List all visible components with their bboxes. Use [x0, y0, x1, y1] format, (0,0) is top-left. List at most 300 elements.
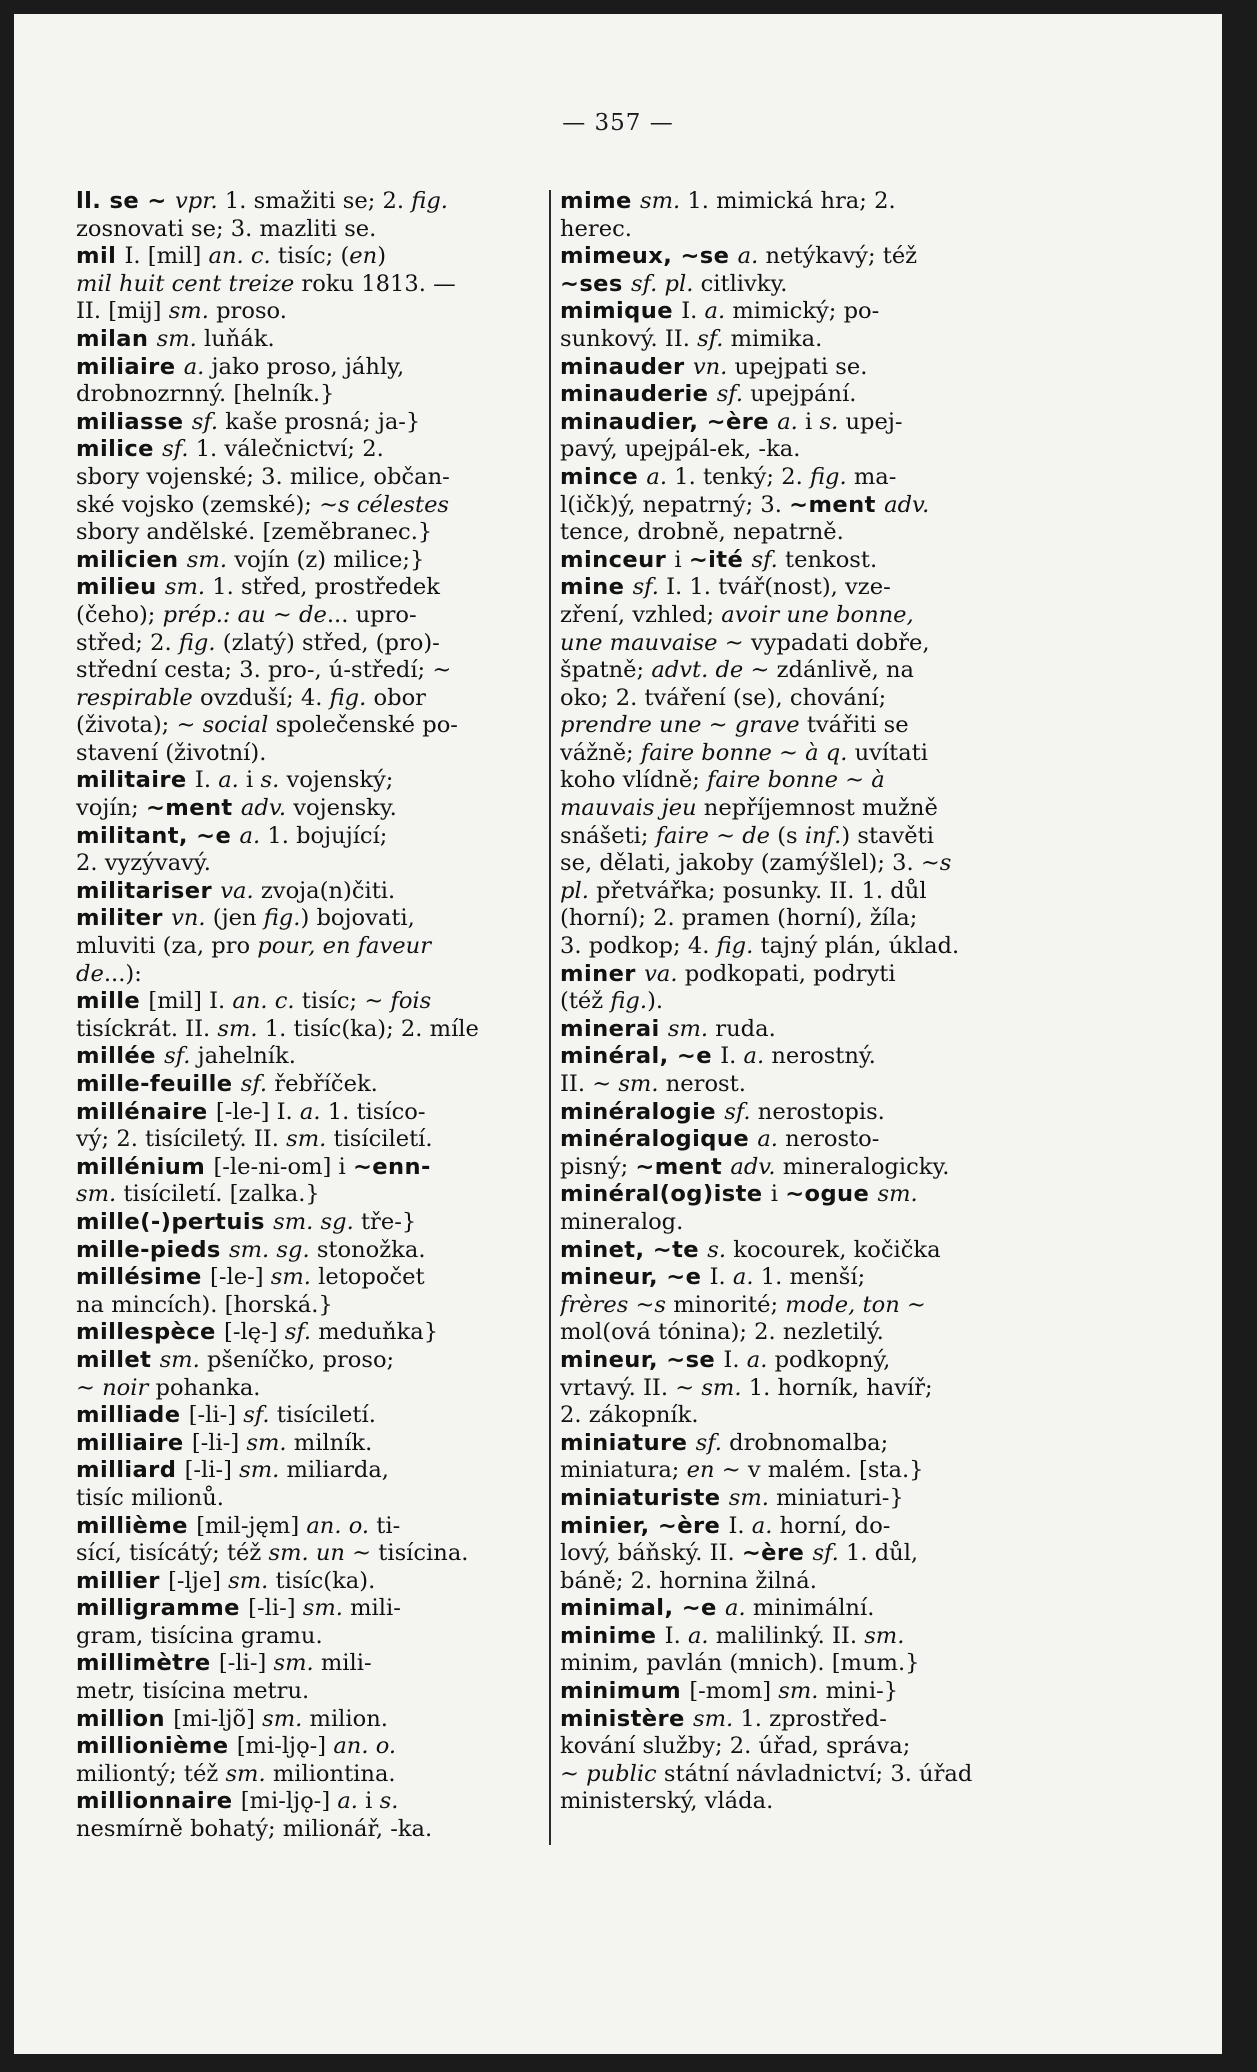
definition-text: miliontina. — [272, 1760, 396, 1787]
headword: mille-feuille — [76, 1071, 241, 1097]
headword: miner — [560, 960, 645, 987]
italic-text: faire bonne ~ à — [707, 767, 885, 794]
definition-text: [-lje] — [168, 1567, 229, 1594]
entry-line — [560, 1292, 1055, 1320]
entry-line — [560, 602, 1055, 630]
entry-line — [76, 961, 540, 989]
italic-text: une mauvaise ~ — [560, 629, 751, 656]
definition-text: proso. — [216, 298, 287, 325]
definition-text: horní, do- — [779, 1512, 891, 1539]
definition-text: vojensky. — [293, 795, 397, 822]
entry-line — [76, 216, 540, 244]
italic-text: fig. — [809, 463, 854, 490]
headword: milan — [76, 325, 157, 352]
italic-text: sf. — [164, 1043, 198, 1070]
definition-text: 1. tisíco- — [327, 1098, 426, 1125]
definition-text: vý; 2. tisíciletý. II. — [76, 1126, 287, 1153]
definition-text: stavení (životní). — [76, 739, 267, 766]
definition-text: i — [770, 1181, 786, 1208]
definition-text: vrtavý. II. — [560, 1374, 676, 1401]
entry-line — [76, 1126, 540, 1154]
headword: minéralogique — [560, 1126, 758, 1153]
italic-text: sf. — [812, 1540, 846, 1567]
definition-text: 2. vyzývavý. — [76, 850, 211, 877]
definition-text: oko; 2. tváření (se), chování; — [560, 684, 887, 711]
definition-text: zdánlivě, na — [776, 657, 914, 684]
definition-text: ) bojovati, — [300, 905, 415, 932]
definition-text: báně; 2. hornina žilná. — [560, 1567, 817, 1594]
italic-text: prép.: au ~ de — [162, 601, 327, 628]
headword: millénium — [76, 1153, 214, 1180]
entry-line — [560, 243, 1055, 271]
entry-line — [560, 326, 1055, 354]
definition-text: [mi-ljǫ-] — [240, 1788, 338, 1815]
headword: millimètre — [76, 1650, 219, 1677]
definition-text: zření, vzhled; — [560, 601, 722, 628]
italic-text: pl. — [560, 877, 597, 904]
headword: ~ment — [789, 491, 885, 518]
headword: mineur, ~e — [560, 1264, 710, 1291]
entry-line — [76, 1457, 540, 1485]
headword: millénaire — [76, 1098, 216, 1125]
definition-text: minorité; — [673, 1291, 786, 1318]
entry-line — [76, 271, 540, 299]
entry-line — [560, 630, 1055, 658]
headword: millième — [76, 1512, 197, 1539]
entry-line — [76, 298, 540, 326]
entry-line — [76, 878, 540, 906]
italic-text: an. o. — [333, 1733, 397, 1760]
italic-text: pour, en faveur — [257, 933, 432, 960]
headword: ll. se ~ — [76, 188, 175, 214]
definition-text: snášeti; — [560, 822, 656, 849]
definition-text: mluviti (za, pro — [76, 933, 258, 960]
italic-text: an. c. — [208, 243, 278, 270]
headword: miniature — [560, 1429, 696, 1456]
entry-line — [76, 1650, 540, 1678]
italic-text: a. — [337, 1788, 366, 1815]
entry-line — [560, 1706, 1055, 1734]
entry-line — [560, 1650, 1055, 1678]
definition-text: I. — [664, 1622, 688, 1649]
italic-text: sm. — [186, 546, 235, 573]
entry-line — [560, 1430, 1055, 1458]
definition-text: nerost. — [665, 1071, 746, 1097]
entry-line — [76, 1623, 540, 1651]
entry-line — [560, 188, 1055, 216]
definition-text: meduňka} — [318, 1319, 439, 1346]
definition-text: 1. smažiti se; 2. — [224, 188, 412, 214]
headword: mineur, ~se — [560, 1346, 724, 1373]
italic-text: de — [76, 960, 104, 987]
italic-text: ~ public — [560, 1760, 664, 1787]
italic-text: sm. — [76, 1181, 124, 1208]
entry-line — [560, 933, 1055, 961]
italic-text: a. — [299, 1098, 328, 1125]
definition-text: 2. zákopník. — [560, 1402, 699, 1429]
headword: million — [76, 1705, 174, 1732]
definition-text: minimální. — [752, 1595, 875, 1622]
definition-text: 1. menší; — [760, 1264, 866, 1291]
definition-text: I. — [681, 298, 705, 325]
entry-line — [76, 1761, 540, 1789]
entry-line — [76, 1319, 540, 1347]
headword: ~ité — [688, 546, 752, 573]
definition-text: pavý, upejpál-ek, -ka. — [560, 436, 801, 463]
definition-text: i — [805, 408, 820, 435]
definition-text: tence, drobně, nepatrně. — [560, 519, 844, 546]
italic-text: faire bonne ~ à q. — [640, 739, 855, 766]
headword: ministère — [560, 1705, 694, 1732]
definition-text: pšeníčko, proso; — [206, 1346, 395, 1373]
entry-line — [560, 1788, 1055, 1816]
headword: minéral, ~e — [560, 1043, 721, 1070]
definition-text: metr, tisícina metru. — [76, 1678, 310, 1705]
definition-text: 1. zprostřed- — [740, 1705, 887, 1732]
italic-text: sm. — [228, 1567, 276, 1594]
italic-text: sm. — [667, 1015, 716, 1042]
entry-line — [76, 1568, 540, 1596]
entry-line — [560, 905, 1055, 933]
definition-text: i — [674, 546, 689, 573]
entry-line — [76, 1540, 540, 1568]
definition-text: mol(ová tónina); 2. nezletilý. — [560, 1319, 884, 1346]
headword: minerai — [560, 1015, 668, 1042]
definition-text: tajný plán, úklad. — [760, 933, 960, 960]
definition-text: v malém. [sta.} — [747, 1457, 924, 1484]
definition-text: kování služby; 2. úřad, správa; — [560, 1733, 911, 1760]
definition-text: 1. bojující; — [267, 822, 388, 849]
entry-line — [76, 1099, 540, 1127]
definition-text: (s — [777, 822, 805, 849]
definition-text: I. 1. tvář(nost), vze- — [666, 574, 891, 601]
definition-text: sbory vojenské; 3. milice, občan- — [76, 463, 450, 490]
entry-line — [76, 602, 540, 630]
definition-text: I. — [194, 767, 219, 794]
entry-line — [560, 1402, 1055, 1430]
entry-line — [560, 547, 1055, 575]
entry-line — [560, 1457, 1055, 1485]
definition-text: řebříček. — [274, 1071, 378, 1097]
italic-text: sm. — [273, 1650, 321, 1677]
left-column — [76, 188, 540, 1844]
definition-text: miniaturi-} — [776, 1484, 904, 1511]
italic-text: sf. — [716, 381, 751, 408]
headword: minime — [560, 1622, 665, 1649]
definition-text: malilinký. II. — [715, 1622, 865, 1649]
headword: militariser — [76, 877, 221, 904]
definition-text: mili- — [320, 1650, 372, 1677]
headword: ~ment — [145, 795, 241, 822]
entry-line — [560, 988, 1055, 1016]
definition-text: mimický; po- — [732, 298, 880, 325]
definition-text: [-li-] — [184, 1457, 240, 1484]
definition-text: sící, tisícátý; též — [76, 1540, 269, 1567]
headword: minceur — [560, 546, 675, 573]
entry-line — [560, 740, 1055, 768]
entry-line — [560, 850, 1055, 878]
entry-line — [76, 409, 540, 437]
entry-line — [560, 1347, 1055, 1375]
definition-text: nerostopis. — [757, 1098, 885, 1125]
italic-text: sm. — [262, 1705, 310, 1732]
italic-text: a. — [732, 1264, 761, 1291]
italic-text: ~ sm. — [592, 1071, 666, 1097]
definition-text: tisíc; — [301, 988, 365, 1015]
definition-text: podkopati, podryti — [684, 960, 896, 987]
headword: milicien — [76, 546, 187, 573]
italic-text: sm. — [286, 1126, 334, 1153]
entry-line — [560, 354, 1055, 382]
entry-line — [560, 1513, 1055, 1541]
italic-text: sf. — [695, 1429, 730, 1456]
headword: mille(-)pertuis — [76, 1208, 274, 1235]
entry-line — [76, 1595, 540, 1623]
italic-text: sm. — [640, 188, 688, 214]
italic-text: a. — [646, 463, 675, 490]
entry-line — [76, 354, 540, 382]
definition-text: pohanka. — [155, 1374, 261, 1401]
entry-line — [560, 519, 1055, 547]
page-number: — 357 — — [562, 110, 674, 136]
definition-text: se, dělati, jakoby (zamýšlel); 3. — [560, 850, 921, 877]
italic-text: sm. sg. — [229, 1236, 317, 1263]
definition-text: střední cesta; 3. pro-, ú-středí; — [76, 657, 433, 684]
italic-text: s. — [819, 408, 846, 435]
definition-text: společenské po- — [275, 712, 458, 739]
definition-text: sbory andělské. [zeměbranec.} — [76, 519, 433, 546]
italic-text: inf. — [804, 822, 842, 849]
entry-line — [76, 767, 540, 795]
definition-text: [-li-] — [218, 1650, 274, 1677]
definition-text: II. [mij] — [76, 298, 169, 325]
definition-text: uvítati — [854, 739, 928, 766]
definition-text: (horní); 2. pramen (horní), žíla; — [560, 905, 918, 932]
definition-text: ti- — [376, 1512, 401, 1539]
definition-text: drobnozrnný. [helník.} — [76, 381, 335, 408]
definition-text: tisíc; ( — [277, 243, 350, 270]
entry-line — [560, 1099, 1055, 1127]
italic-text: a. — [743, 1043, 772, 1070]
definition-text: ovzduší; 4. — [199, 684, 330, 711]
definition-text: (jen — [212, 905, 264, 932]
italic-text: sf. — [632, 574, 667, 601]
italic-text: respirable — [76, 684, 200, 711]
italic-text: vpr. — [174, 188, 225, 214]
definition-text: (zlatý) střed, (pro)- — [222, 629, 440, 656]
definition-text: II. — [560, 1071, 593, 1097]
italic-text: an. o. — [306, 1512, 377, 1539]
italic-text: mode, ton ~ — [785, 1291, 926, 1318]
definition-text: (čeho); — [76, 601, 163, 628]
italic-text: fig. — [411, 188, 448, 214]
entry-line — [560, 574, 1055, 602]
definition-text: tisícina. — [378, 1540, 469, 1567]
italic-text: avoir une bonne, — [721, 601, 914, 628]
definition-text: mineralogicky. — [782, 1153, 950, 1180]
headword: mime — [560, 188, 641, 214]
entry-line — [560, 1016, 1055, 1044]
italic-text: sm. — [864, 1622, 905, 1649]
italic-text: sm. — [778, 1678, 826, 1705]
entry-line — [560, 795, 1055, 823]
definition-text: kaše prosná; ja-} — [225, 408, 421, 435]
italic-text: a. — [704, 298, 733, 325]
entry-line — [76, 823, 540, 851]
headword: mille — [76, 988, 149, 1015]
definition-text: [mil-jęm] — [196, 1512, 307, 1539]
italic-text: va. — [644, 960, 685, 987]
entry-line — [76, 1154, 540, 1182]
italic-text: faire ~ de — [655, 822, 778, 849]
entry-line — [560, 1623, 1055, 1651]
entry-line — [76, 1347, 540, 1375]
definition-text: tisíciletí. — [276, 1402, 376, 1429]
headword: minier, ~ère — [560, 1512, 729, 1539]
italic-text: sm. — [877, 1181, 918, 1208]
entry-line — [76, 1430, 540, 1458]
definition-text: státní návladnictví; 3. úřad — [663, 1760, 973, 1787]
definition-text: I. [mil] — [124, 243, 209, 270]
definition-text: tře-} — [360, 1208, 417, 1235]
entry-line — [560, 1264, 1055, 1292]
right-column — [560, 188, 1055, 1816]
definition-text: ské vojsko (zemské); — [76, 491, 320, 518]
italic-text: va. — [220, 877, 261, 904]
italic-text: frères ~s — [560, 1291, 674, 1318]
entry-line — [76, 905, 540, 933]
entry-line — [560, 657, 1055, 685]
entry-line — [560, 878, 1055, 906]
definition-text: na mincích). [horská.} — [76, 1291, 333, 1318]
italic-text: adv. — [730, 1153, 783, 1180]
italic-text: sm. — [217, 1015, 265, 1042]
entry-line — [76, 188, 540, 216]
definition-text: tisíc milionů. — [76, 1484, 224, 1511]
entry-line — [76, 1043, 540, 1071]
entry-line — [76, 988, 540, 1016]
definition-text: ma- — [853, 463, 897, 490]
italic-text: s. — [707, 1236, 734, 1263]
italic-text: adv. — [240, 795, 294, 822]
entry-line — [76, 1292, 540, 1320]
headword: miniaturiste — [560, 1484, 729, 1511]
entry-line — [76, 1209, 540, 1237]
headword: millée — [76, 1043, 165, 1070]
entry-line — [76, 685, 540, 713]
definition-text: (života); — [76, 712, 177, 739]
headword: militant, ~e — [76, 822, 240, 849]
definition-text: [-le-] I. — [215, 1098, 300, 1125]
definition-text: [mi-ljǫ-] — [236, 1733, 334, 1760]
headword: milligramme — [76, 1595, 249, 1622]
italic-text: s. — [260, 767, 287, 794]
definition-text: miniatura; — [560, 1457, 687, 1484]
entry-line — [560, 1209, 1055, 1237]
italic-text: sm. — [156, 325, 205, 352]
definition-text: mili- — [350, 1595, 401, 1622]
entry-line — [76, 1402, 540, 1430]
definition-text: miliontý; též — [76, 1760, 226, 1787]
definition-text: upej- — [845, 408, 903, 435]
headword: mimique — [560, 298, 682, 325]
definition-text: mimika. — [730, 325, 823, 352]
entry-line — [560, 1237, 1055, 1265]
definition-text: pisný; — [560, 1153, 636, 1180]
headword: militer — [76, 905, 172, 932]
entry-line — [560, 1733, 1055, 1761]
definition-text: I. — [723, 1346, 747, 1373]
italic-text: sf. — [697, 325, 731, 352]
entry-line — [560, 1485, 1055, 1513]
entry-line — [560, 1375, 1055, 1403]
italic-text: sm. — [246, 1429, 294, 1456]
entry-line — [76, 492, 540, 520]
italic-text: sf. — [240, 1071, 275, 1097]
italic-text: ~ fois — [364, 988, 432, 1015]
headword: milliade — [76, 1402, 189, 1429]
column-divider — [549, 190, 551, 1845]
definition-text: vypadati dobře, — [750, 629, 930, 656]
italic-text: sf. — [284, 1319, 319, 1346]
definition-text: koho vlídně; — [560, 767, 708, 794]
italic-text: a. — [777, 408, 806, 435]
italic-text: a. — [183, 353, 212, 380]
italic-text: fig. — [329, 684, 374, 711]
italic-text: sm. — [164, 574, 213, 601]
entry-line — [560, 1181, 1055, 1209]
entry-line — [560, 685, 1055, 713]
definition-text: obor — [373, 684, 426, 711]
entry-line — [560, 1761, 1055, 1789]
entry-line — [560, 1595, 1055, 1623]
definition-text: zvoja(n)čiti. — [260, 877, 396, 904]
italic-text: a. — [725, 1595, 753, 1622]
headword: minauderie — [560, 381, 717, 408]
italic-text: advt. de ~ — [651, 657, 777, 684]
italic-text: sm. un ~ — [268, 1540, 379, 1567]
entry-line — [76, 1678, 540, 1706]
entry-line — [560, 1154, 1055, 1182]
definition-text: [mil] I. — [148, 988, 233, 1015]
entry-line — [76, 436, 540, 464]
definition-text: ... upro- — [326, 601, 417, 628]
entry-line — [560, 1071, 1055, 1099]
headword: minaudier, ~ère — [560, 408, 778, 435]
entry-line — [560, 464, 1055, 492]
italic-text: ~ noir — [76, 1374, 156, 1401]
entry-line — [560, 1568, 1055, 1596]
headword: milice — [76, 436, 163, 463]
entry-line — [76, 1706, 540, 1734]
definition-text: nerostný. — [771, 1043, 876, 1070]
entry-line — [560, 823, 1055, 851]
italic-text: ~ — [432, 657, 452, 684]
entry-line — [76, 657, 540, 685]
definition-text: tisíciletí. — [333, 1126, 433, 1153]
entry-line — [76, 1816, 540, 1844]
entry-line — [560, 271, 1055, 299]
definition-text: luňák. — [204, 325, 275, 352]
definition-text: milník. — [293, 1429, 373, 1456]
definition-text: lový, báňský. II. — [560, 1540, 742, 1567]
italic-text: mil huit cent treize — [76, 270, 302, 297]
definition-text: netýkavý; též — [765, 243, 918, 270]
definition-text: vojenský; — [286, 767, 394, 794]
headword: millésime — [76, 1264, 211, 1291]
headword: milliaire — [76, 1429, 192, 1456]
entry-line — [560, 381, 1055, 409]
